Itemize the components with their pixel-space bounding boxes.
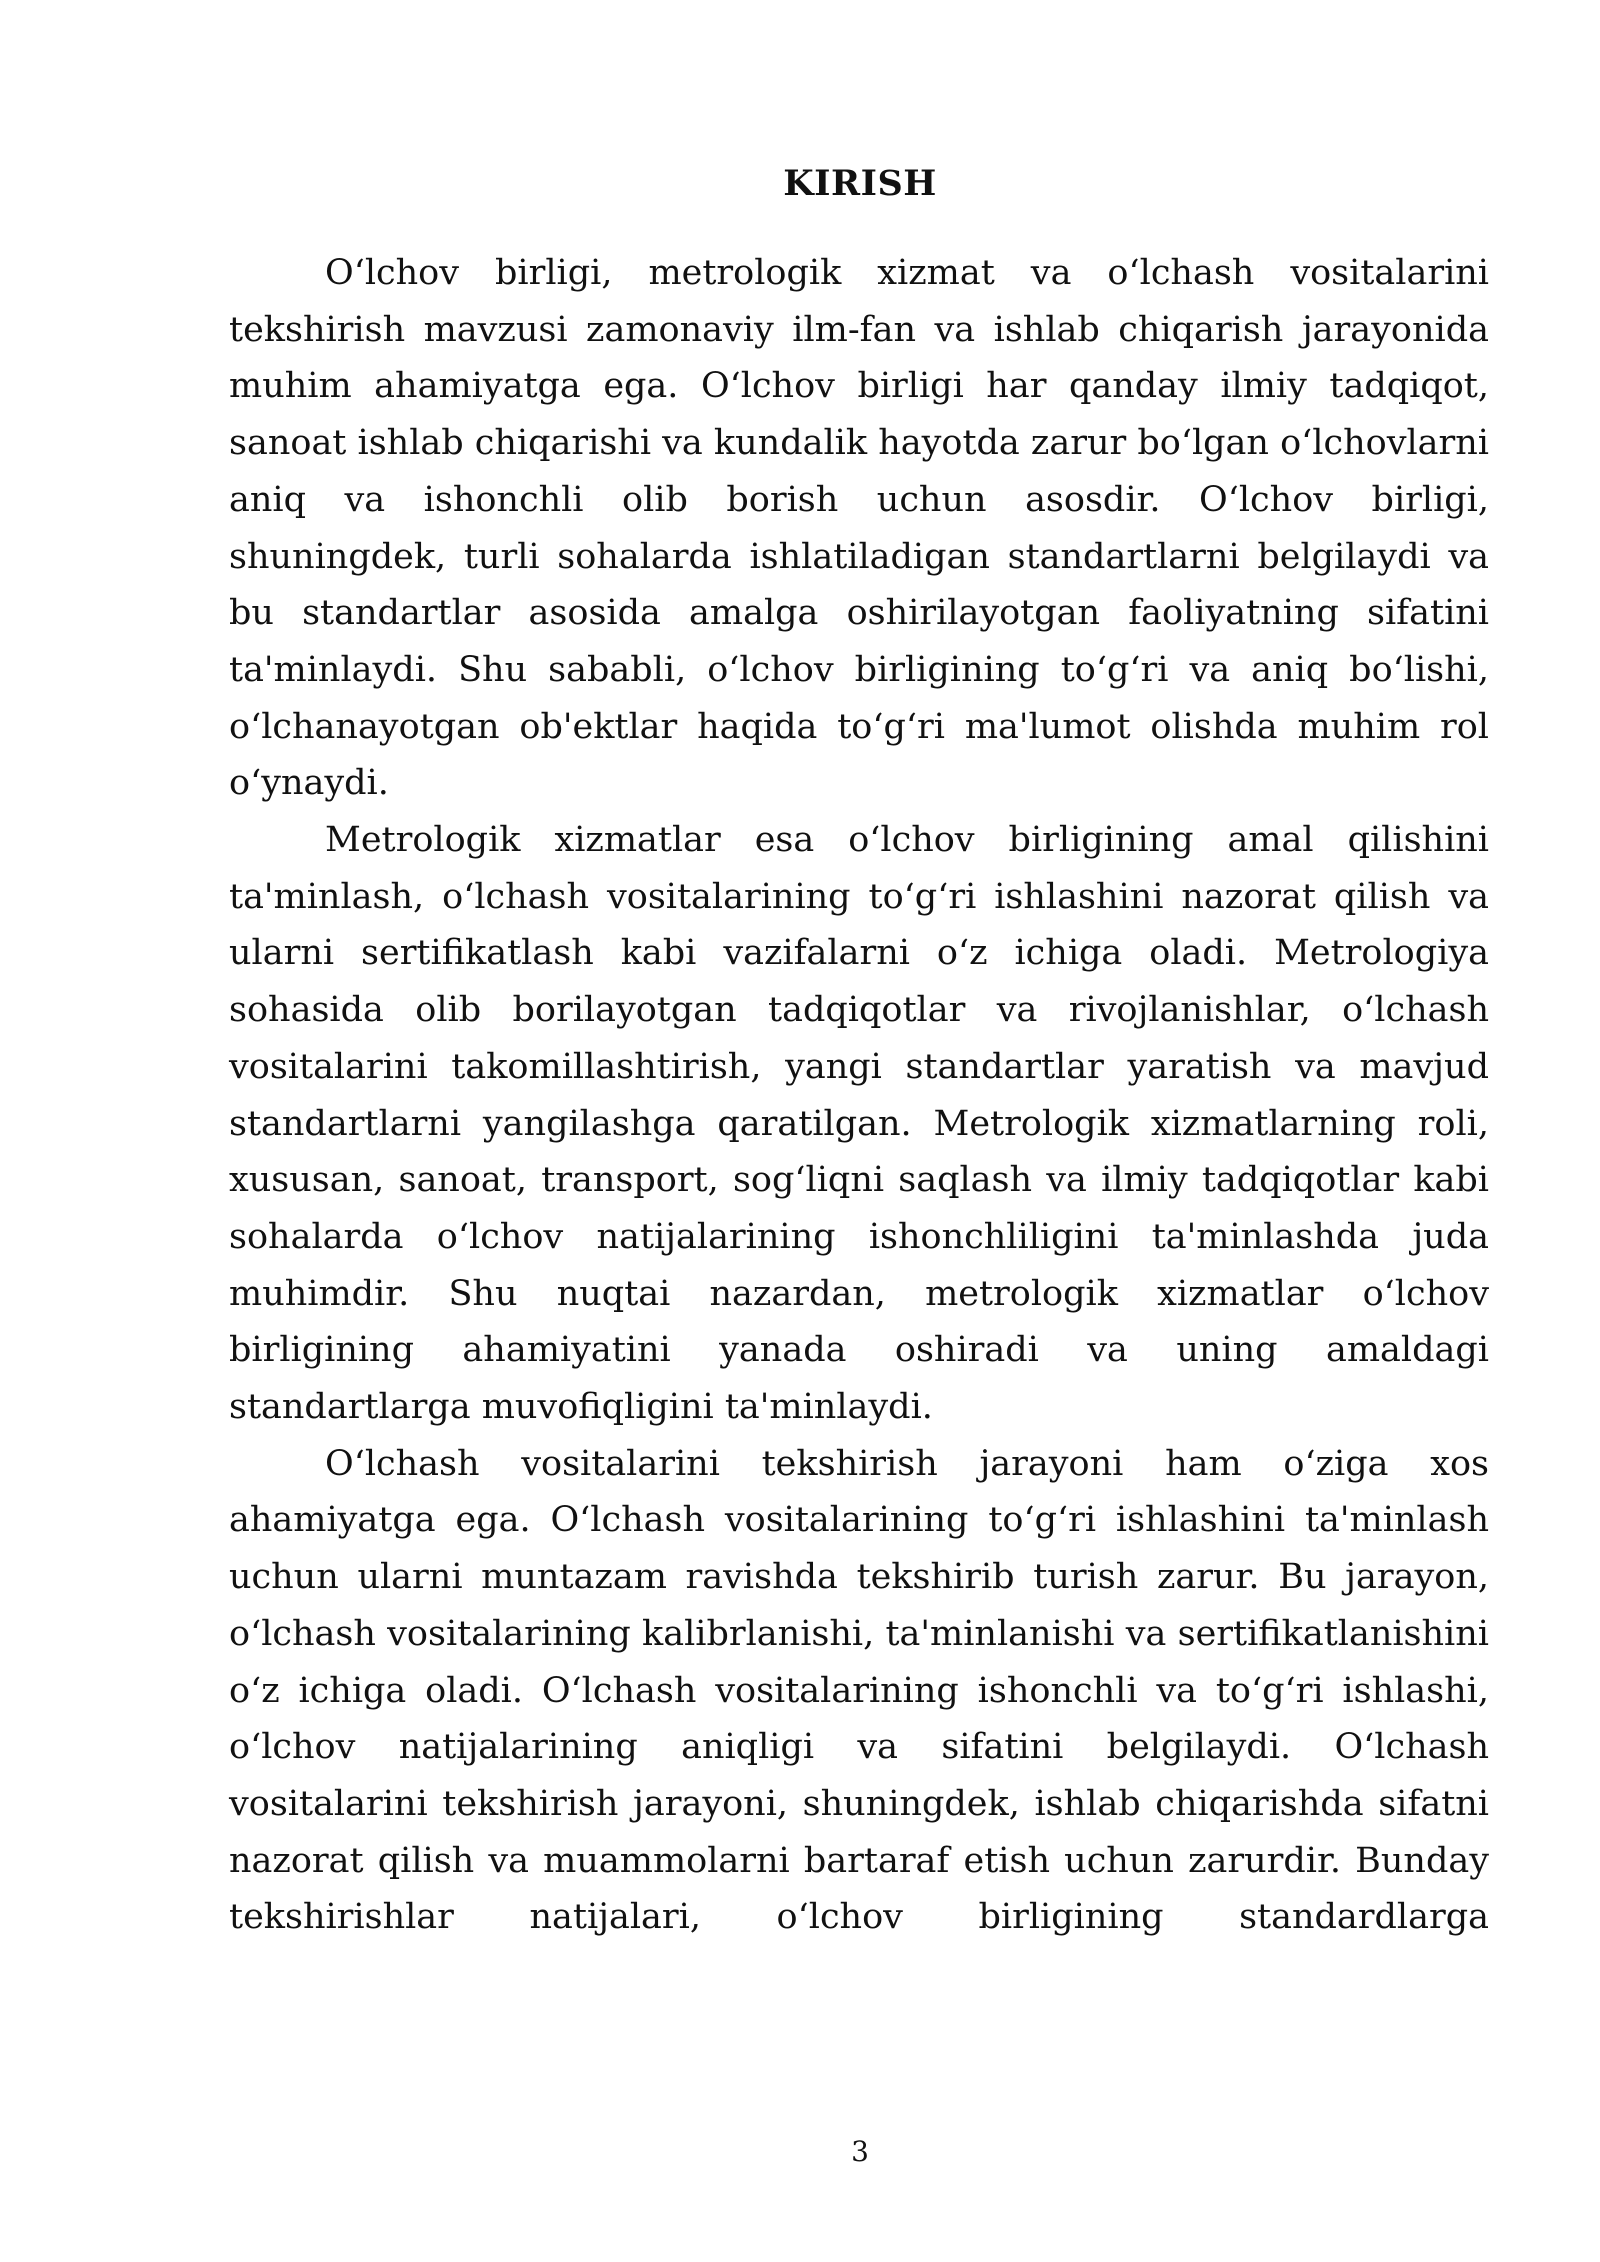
- page-number: 3: [851, 2135, 869, 2168]
- paragraph-2: Metrologik xizmatlar esa oʻlchov birligining amal qilishini ta'minlash, oʻlchash vositalarining toʻgʻri ishlashini nazorat qilish va ularni sertifikatlash kabi vazifalarni oʻz ichiga oladi. Metrologiya sohasida olib borilayotgan tadqiqotlar va rivojlanishlar, oʻlchash vositalarini takomillashtirish, yangi standartlar yaratish va mavjud standartlarni yangilashga qaratilgan. Metrologik xizmatlarning roli, xususan, sanoat, transport, sogʻliqni saqlash va ilmiy tadqiqotlar kabi sohalarda oʻlchov natijalarining ishonchliligini ta'minlashda juda muhimdir. Shu nuqtai nazardan, metrologik xizmatlar oʻlchov birligining ahamiyatini yanada oshiradi va uning amaldagi standartlarga muvofiqligini ta'minlaydi.: [229, 820, 1489, 1428]
- body-text: [229, 245, 1489, 1946]
- section-title: KIRISH: [783, 163, 937, 204]
- paragraph-1: Oʻlchov birligi, metrologik xizmat va oʻlchash vositalarini tekshirish mavzusi zamonaviy ilm-fan va ishlab chiqarish jarayonida muhim ahamiyatga ega. Oʻlchov birligi har qanday ilmiy tadqiqot, sanoat ishlab chiqarishi va kundalik hayotda zarur boʻlgan oʻlchovlarni aniq va ishonchli olib borish uchun asosdir. Oʻlchov birligi, shuningdek, turli sohalarda ishlatiladigan standartlarni belgilaydi va bu standartlar asosida amalga oshirilayotgan faoliyatning sifatini ta'minlaydi. Shu sababli, oʻlchov birligining toʻgʻri va aniq boʻlishi, oʻlchanayotgan ob'ektlar haqida toʻgʻri ma'lumot olishda muhim rol oʻynaydi.: [229, 253, 1489, 804]
- paragraph-3: Oʻlchash vositalarini tekshirish jarayoni ham oʻziga xos ahamiyatga ega. Oʻlchash vositalarining toʻgʻri ishlashini ta'minlash uchun ularni muntazam ravishda tekshirib turish zarur. Bu jarayon, oʻlchash vositalarining kalibrlanishi, ta'minlanishi va sertifikatlanishini oʻz ichiga oladi. Oʻlchash vositalarining ishonchli va toʻgʻri ishlashi, oʻlchov natijalarining aniqligi va sifatini belgilaydi. Oʻlchash vositalarini tekshirish jarayoni, shuningdek, ishlab chiqarishda sifatni nazorat qilish va muammolarni bartaraf etish uchun zarurdir. Bunday tekshirishlar natijalari, oʻlchov birligining standardlarga: [229, 1443, 1489, 1938]
